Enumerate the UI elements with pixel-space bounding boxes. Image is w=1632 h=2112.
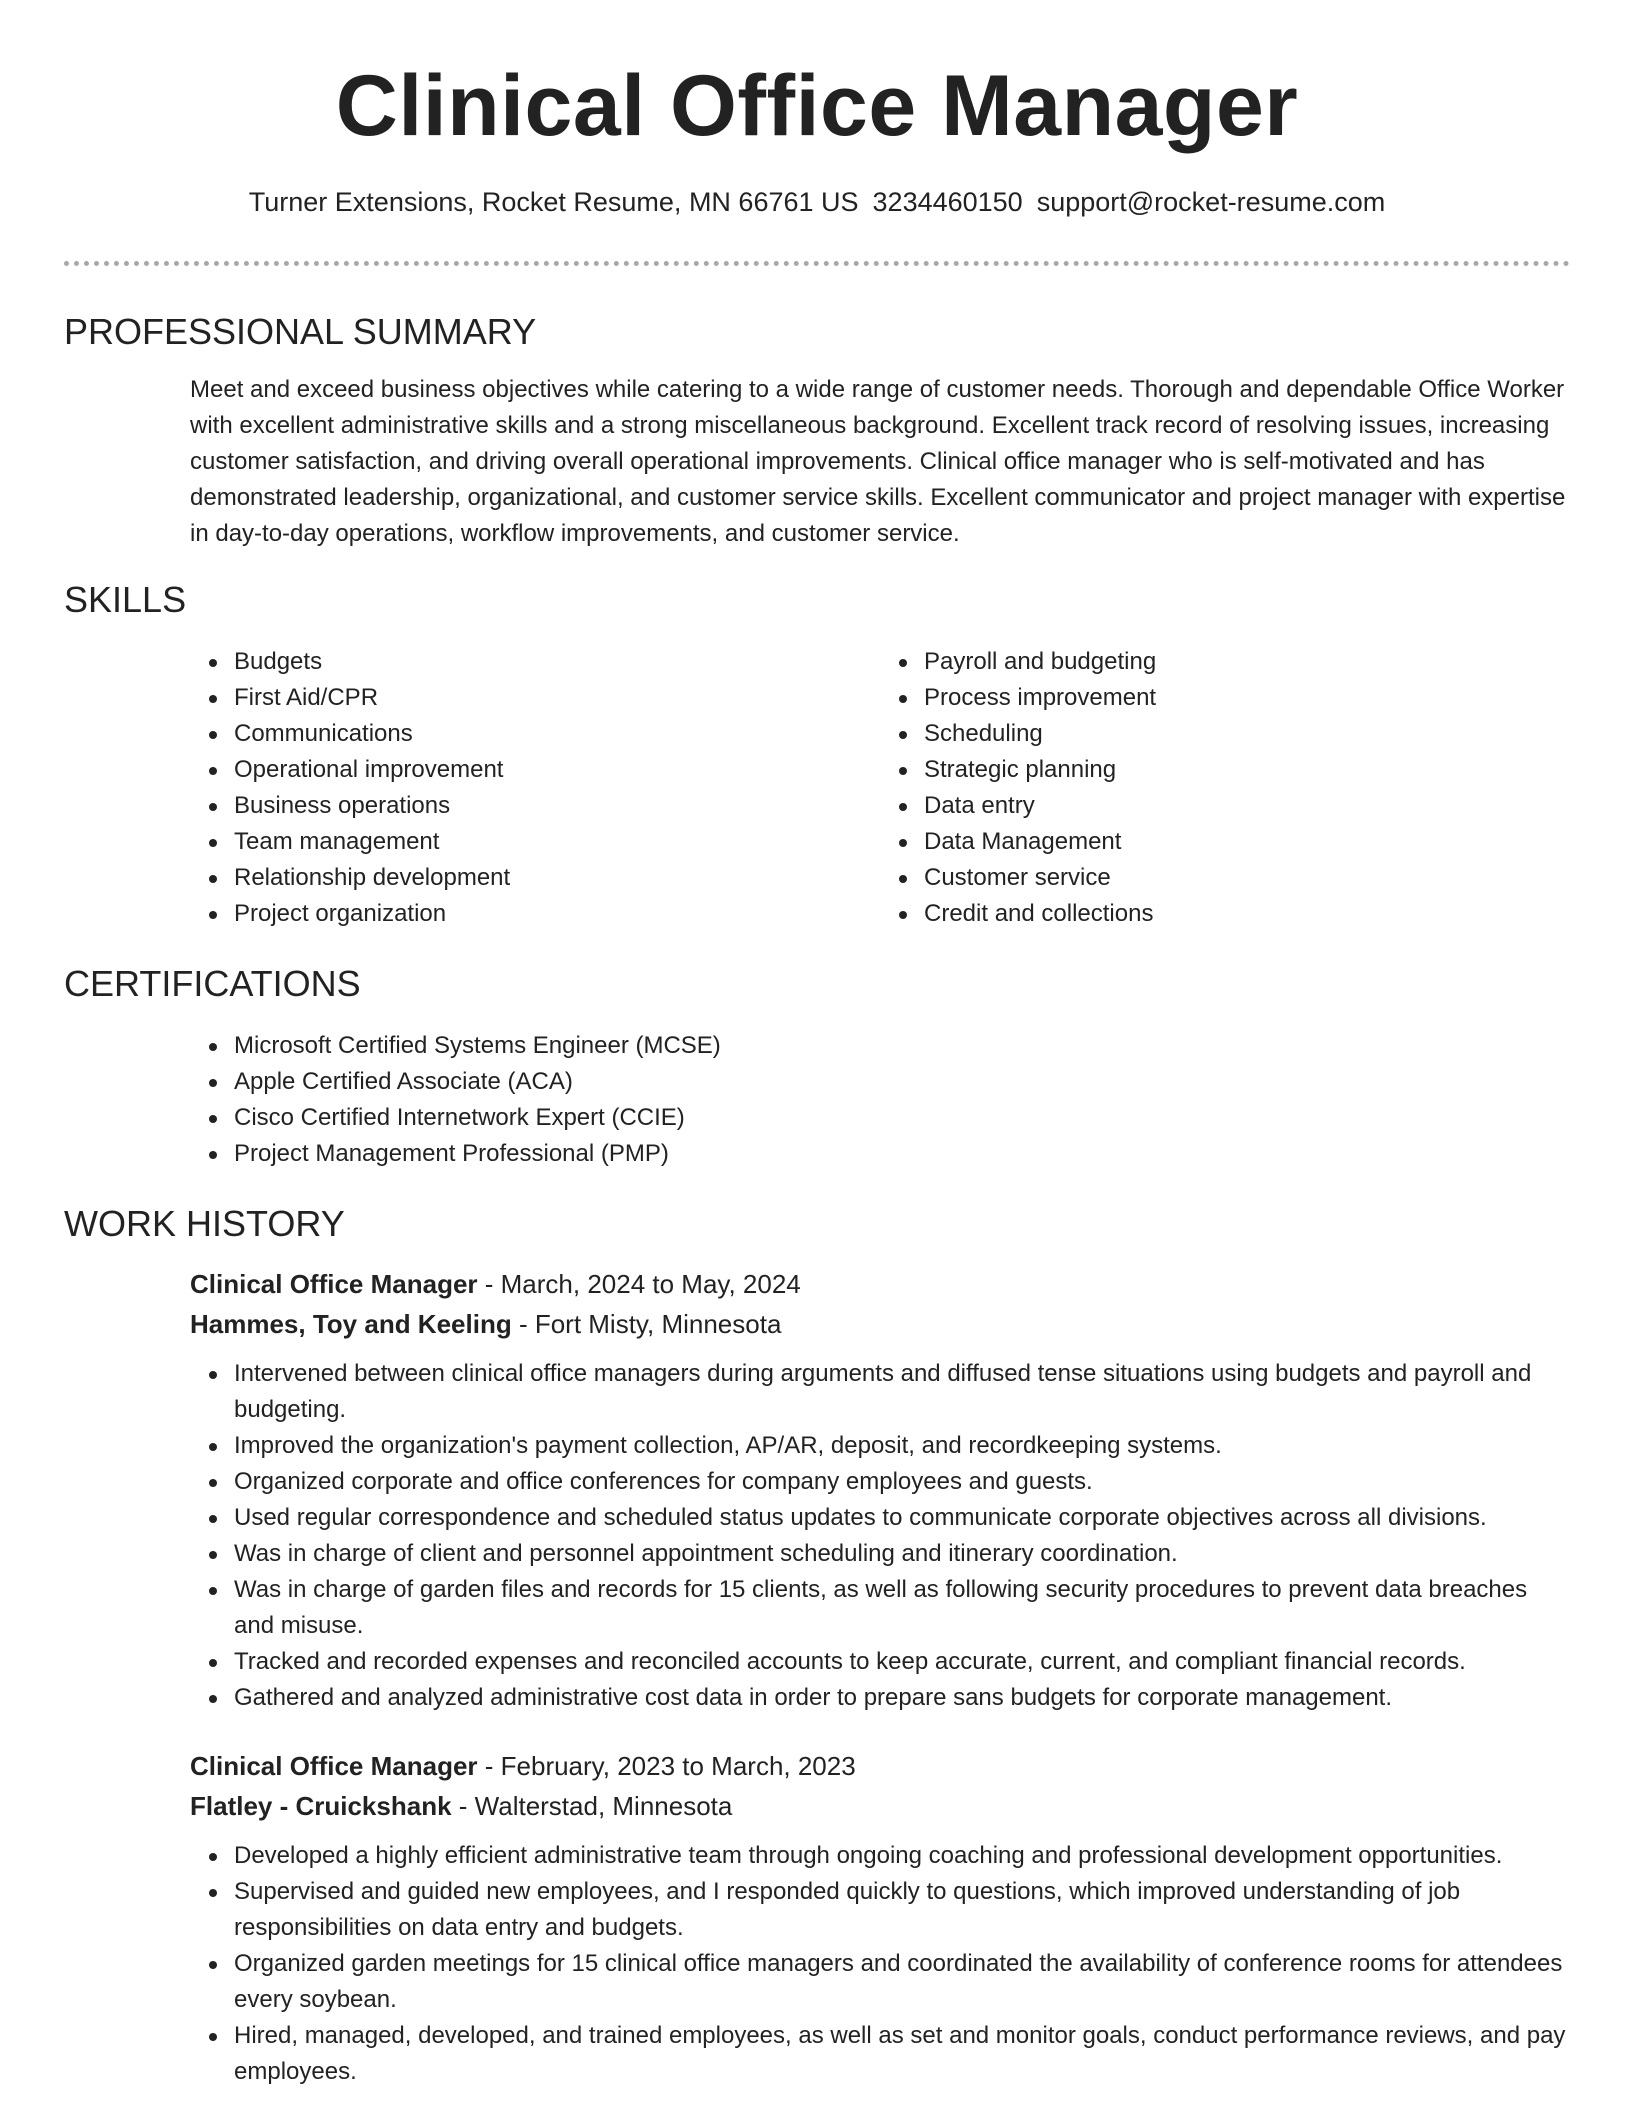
job-company-line [190, 1304, 1570, 1344]
summary-text: Meet and exceed business objectives while catering to a wide range of customer needs. Thorough and dependable Office Worker with excellent administrative skills and a strong miscellaneous background. Excellent track record of resolving issues, increasing customer satisfaction, and driving overall operational improvements. Clinical office manager who is self-motivated and has demonstrated leadership, organizational, and customer service skills. Excellent communicator and project manager with expertise in day-to-day operations, workflow improvements, and customer service. [190, 376, 1566, 547]
skill-item: Data entry [924, 788, 1570, 824]
certification-item: Microsoft Certified Systems Engineer (MCSE) [234, 1028, 1570, 1064]
contact-address: Turner Extensions, Rocket Resume, MN 66761 US [248, 187, 859, 217]
job-title-line [190, 1746, 1570, 1786]
resume-name: Clinical Office Manager [335, 58, 1299, 154]
job-bullet: Developed a highly efficient administrative team through ongoing coaching and professional development opportunities. [234, 1838, 1570, 1874]
skill-item: Process improvement [924, 680, 1570, 716]
skill-item: Business operations [234, 788, 880, 824]
job-bullet: Organized corporate and office conferences for company employees and guests. [234, 1464, 1570, 1500]
job-bullet-list [190, 1356, 1570, 1716]
job-bullet: Hired, managed, developed, and trained employees, as well as set and monitor goals, conduct performance reviews, and pay employees. [234, 2018, 1570, 2090]
job-bullet: Was in charge of client and personnel appointment scheduling and itinerary coordination. [234, 1536, 1570, 1572]
job-bullet: Was in charge of garden files and records for 15 clients, as well as following security procedures to prevent data breaches and misuse. [234, 1572, 1570, 1644]
job-bullet: Intervened between clinical office managers during arguments and diffused tense situations using budgets and payroll and budgeting. [234, 1356, 1570, 1428]
skills-columns [190, 644, 1570, 932]
skill-item: Communications [234, 716, 880, 752]
skill-item: Operational improvement [234, 752, 880, 788]
job-dates: - March, 2024 to May, 2024 [477, 1269, 801, 1299]
job-bullet: Improved the organization's payment collection, AP/AR, deposit, and recordkeeping systems. [234, 1428, 1570, 1464]
certification-item: Cisco Certified Internetwork Expert (CCIE) [234, 1100, 1570, 1136]
job-location: - Fort Misty, Minnesota [511, 1309, 782, 1339]
skill-item: Payroll and budgeting [924, 644, 1570, 680]
skill-item: Budgets [234, 644, 880, 680]
job-entry [64, 1746, 1570, 2090]
header-divider [64, 261, 1570, 266]
job-dates: - February, 2023 to March, 2023 [477, 1751, 856, 1781]
contact-phone: 3234460150 [872, 187, 1023, 217]
resume-page [64, 0, 1570, 2090]
skill-item: Team management [234, 824, 880, 860]
skills-list-left [190, 644, 880, 932]
job-title-line [190, 1264, 1570, 1304]
job-bullet: Supervised and guided new employees, and I responded quickly to questions, which improved understanding of job responsibilities on data entry and budgets. [234, 1874, 1570, 1946]
job-company-line [190, 1786, 1570, 1826]
skill-item: Scheduling [924, 716, 1570, 752]
job-bullet: Used regular correspondence and scheduled status updates to communicate corporate objectives across all divisions. [234, 1500, 1570, 1536]
job-entry [64, 1264, 1570, 1716]
certification-item: Apple Certified Associate (ACA) [234, 1064, 1570, 1100]
job-location: - Walterstad, Minnesota [451, 1791, 733, 1821]
work-history-heading: WORK HISTORY [64, 1203, 345, 1244]
skill-item: Project organization [234, 896, 880, 932]
summary-heading: PROFESSIONAL SUMMARY [64, 311, 537, 352]
certifications-list [190, 1028, 1570, 1172]
job-company: Hammes, Toy and Keeling [190, 1309, 512, 1339]
skills-list-right [880, 644, 1570, 932]
job-bullet: Organized garden meetings for 15 clinical office managers and coordinated the availability of conference rooms for attendees every soybean. [234, 1946, 1570, 2018]
job-role: Clinical Office Manager [190, 1269, 478, 1299]
skills-heading: SKILLS [64, 579, 187, 620]
job-role: Clinical Office Manager [190, 1751, 478, 1781]
job-bullet: Tracked and recorded expenses and reconciled accounts to keep accurate, current, and compliant financial records. [234, 1644, 1570, 1680]
certifications-heading: CERTIFICATIONS [64, 963, 361, 1004]
certification-item: Project Management Professional (PMP) [234, 1136, 1570, 1172]
skill-item: Strategic planning [924, 752, 1570, 788]
skill-item: First Aid/CPR [234, 680, 880, 716]
skill-item: Customer service [924, 860, 1570, 896]
job-bullet-list [190, 1838, 1570, 2090]
job-company: Flatley - Cruickshank [190, 1791, 452, 1821]
skill-item: Data Management [924, 824, 1570, 860]
job-bullet: Gathered and analyzed administrative cost data in order to prepare sans budgets for corporate management. [234, 1680, 1570, 1716]
contact-email: support@rocket-resume.com [1036, 187, 1386, 217]
skill-item: Credit and collections [924, 896, 1570, 932]
skill-item: Relationship development [234, 860, 880, 896]
contact-line [64, 184, 1570, 220]
